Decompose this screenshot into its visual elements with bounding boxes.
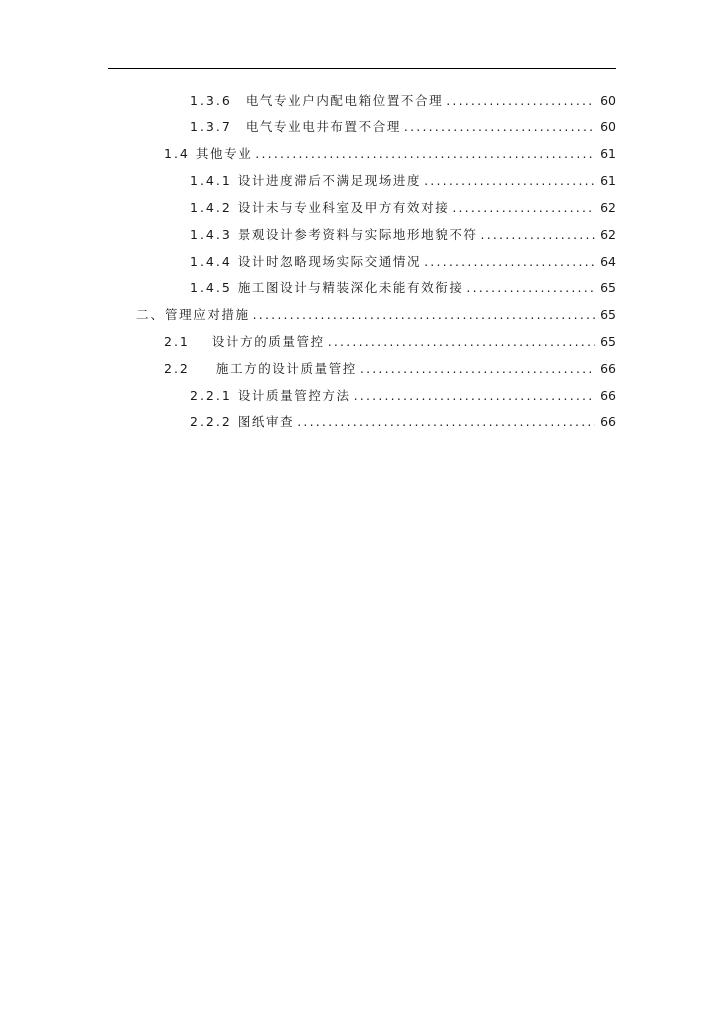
toc-entry[interactable] — [190, 386, 616, 406]
toc-leader-dots — [466, 278, 595, 298]
toc-entry-page: 61 — [600, 146, 616, 161]
toc-entry-page: 65 — [600, 334, 616, 349]
header-rule — [108, 68, 616, 69]
toc-entry-title: 设计时忽略现场实际交通情况 — [237, 254, 422, 269]
toc-entry-title: 设计方的质量管控 — [211, 334, 325, 349]
toc-entry-title: 施工图设计与精装深化未能有效衔接 — [237, 280, 464, 295]
toc-entry-page: 66 — [600, 361, 616, 376]
toc-entry-title: 景观设计参考资料与实际地形地貌不符 — [237, 227, 478, 242]
toc-entry-page: 65 — [600, 307, 616, 322]
toc-entry-page: 64 — [600, 254, 616, 269]
toc-leader-dots — [404, 117, 595, 137]
toc-entry[interactable] — [190, 225, 616, 245]
toc-entry-title: 电气专业户内配电箱位置不合理 — [245, 93, 444, 108]
toc-entry-page: 60 — [600, 119, 616, 134]
toc-entry-number: 2.2 — [164, 361, 190, 376]
toc-entry[interactable] — [164, 359, 616, 379]
toc-entry[interactable] — [164, 144, 616, 164]
toc-entry-title: 施工方的设计质量管控 — [215, 361, 357, 376]
toc-entry-title: 管理应对措施 — [165, 307, 250, 322]
toc-leader-dots — [446, 91, 595, 111]
toc-entry-page: 60 — [600, 93, 616, 108]
toc-entry-number: 2.2.1 — [190, 388, 232, 403]
toc-leader-dots — [253, 305, 595, 325]
toc-entry-number: 2.1 — [164, 334, 190, 349]
toc-leader-dots — [328, 332, 595, 352]
toc-leader-dots — [360, 359, 595, 379]
toc-leader-dots — [481, 225, 595, 245]
toc-leader-dots — [452, 198, 595, 218]
toc-entry-number: 二、 — [136, 307, 166, 322]
toc-entry-page: 62 — [600, 227, 616, 242]
toc-entry-title: 其他专业 — [195, 146, 253, 161]
toc-leader-dots — [297, 412, 595, 432]
toc-leader-dots — [424, 171, 595, 191]
toc-entry-title: 设计进度滞后不满足现场进度 — [237, 173, 422, 188]
toc-entry-number: 1.3.6 — [190, 93, 232, 108]
toc-entry[interactable] — [190, 91, 616, 111]
toc-entry[interactable] — [190, 278, 616, 298]
toc-leader-dots — [424, 252, 595, 272]
toc-entry[interactable] — [190, 117, 616, 137]
toc-entry-number: 1.4.1 — [190, 173, 232, 188]
toc-entry-title: 电气专业电井布置不合理 — [245, 119, 401, 134]
toc-entry[interactable] — [136, 305, 616, 325]
toc-leader-dots — [255, 144, 595, 164]
toc-entry-page: 66 — [600, 414, 616, 429]
toc-entry[interactable] — [190, 252, 616, 272]
toc-entry-number: 1.3.7 — [190, 119, 232, 134]
toc-entry-page: 65 — [600, 280, 616, 295]
toc-entry[interactable] — [190, 412, 616, 432]
toc-entry-number: 1.4.2 — [190, 200, 232, 215]
toc-entry[interactable] — [190, 171, 616, 191]
toc-entry-number: 1.4.3 — [190, 227, 232, 242]
toc-entry-title: 设计质量管控方法 — [237, 388, 351, 403]
toc-entry-page: 61 — [600, 173, 616, 188]
toc-entry-number: 1.4.5 — [190, 280, 232, 295]
toc-entry-title: 设计未与专业科室及甲方有效对接 — [237, 200, 450, 215]
toc-entry-page: 62 — [600, 200, 616, 215]
toc-entry-number: 1.4 — [164, 146, 190, 161]
toc-entry-number: 2.2.2 — [190, 414, 232, 429]
toc-entry-page: 66 — [600, 388, 616, 403]
toc-entry[interactable] — [190, 198, 616, 218]
toc-entry[interactable] — [164, 332, 616, 352]
toc-entry-title: 图纸审查 — [237, 414, 295, 429]
toc-entry-number: 1.4.4 — [190, 254, 232, 269]
toc-leader-dots — [354, 386, 595, 406]
